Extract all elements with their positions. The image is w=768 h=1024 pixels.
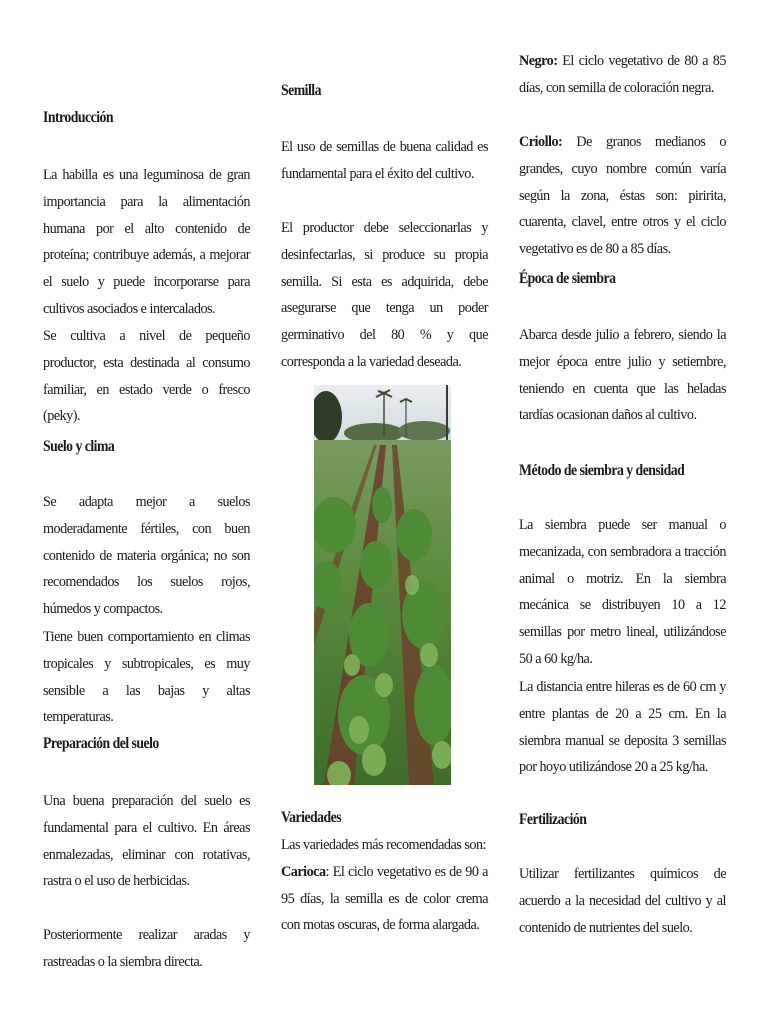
- negro-paragraph: [519, 48, 726, 102]
- criollo-label: Criollo:: [519, 134, 563, 150]
- negro-text: El ciclo vegetativo de 80 a 85 días, con semilla de coloración negra.: [519, 53, 726, 96]
- suelo-paragraph-2: Tiene buen comportamiento en climas tropicales y subtropicales, es muy sensible a las bajas y altas temperaturas.: [43, 629, 250, 726]
- heading-metodo-siembra: Método de siembra y densidad: [519, 462, 685, 479]
- heading-fertilizacion: Fertilización: [519, 811, 587, 828]
- carioca-text: : El ciclo vegetativo es de 90 a 95 días, la semilla es de color crema con motas oscuras, de forma alargada.: [281, 863, 488, 934]
- negro-label: Negro:: [519, 53, 558, 69]
- intro-paragraph-1: La habilla es una leguminosa de gran importancia para la alimentación humana por el alto contenido de proteína; contribuye además, a mejorar el suelo y puede incorporarse para cultivos asociados e intercalados.: [43, 167, 250, 317]
- heading-variedades: Variedades: [281, 809, 342, 826]
- carioca-label: Carioca: [281, 863, 326, 880]
- heading-semilla: Semilla: [281, 82, 321, 99]
- heading-introduccion: Introducción: [43, 109, 114, 126]
- suelo-paragraph-1: Se adapta mejor a suelos moderadamente fértiles, con buen contenido de materia orgánica; no son recomendados los suelos rojos, húmedos y compactos.: [43, 494, 250, 618]
- semilla-paragraph-1: El uso de semillas de buena calidad es fundamental para el éxito del cultivo.: [281, 139, 488, 182]
- variedades-intro: Las variedades más recomendadas son:: [281, 837, 486, 853]
- fert-paragraph: Utilizar fertilizantes químicos de acuerdo a la necesidad del cultivo y al contenido de nutrientes del suelo.: [519, 866, 726, 936]
- heading-suelo-clima: Suelo y clima: [43, 438, 115, 455]
- variedades-paragraph: [281, 832, 488, 939]
- prep-paragraph-2: Posteriormente realizar aradas y rastreadas o la siembra directa.: [43, 927, 250, 970]
- intro-paragraph-2: Se cultiva a nivel de pequeño productor, esta destinada al consumo familiar, en estado verde o fresco (peky).: [43, 328, 250, 425]
- metodo-paragraph-2: La distancia entre hileras es de 60 cm y entre plantas de 20 a 25 cm. En la siembra manual se deposita 3 semillas por hoyo utilizándose 20 a 25 kg/ha.: [519, 679, 726, 776]
- metodo-paragraph-1: La siembra puede ser manual o mecanizada, con sembradora a tracción animal o motriz. En la siembra mecánica se distribuyen 10 a 12 semillas por metro lineal, utilizándose 50 a 60 kg/ha.: [519, 517, 726, 667]
- criollo-paragraph: [519, 129, 726, 263]
- heading-epoca-siembra: Época de siembra: [519, 270, 616, 287]
- heading-preparacion: Preparación del suelo: [43, 735, 159, 752]
- epoca-paragraph: Abarca desde julio a febrero, siendo la mejor época entre julio y setiembre, teniendo en cuenta que las heladas tardías ocasionan daños al cultivo.: [519, 327, 726, 424]
- bean-field-photo: [314, 385, 451, 785]
- semilla-paragraph-2: El productor debe seleccionarlas y desinfectarlas, si produce su propia semilla. Si esta es adquirida, debe asegurarse que tenga un poder germinativo del 80 % y que corresponda a la variedad deseada.: [281, 220, 488, 370]
- criollo-text: De granos medianos o grandes, cuyo nombre común varía según la zona, éstas son: piririta, cuarenta, clavel, entre otros y el ciclo vegetativo es de 80 a 85 días.: [519, 134, 726, 258]
- prep-paragraph-1: Una buena preparación del suelo es fundamental para el cultivo. En áreas enmalezadas, eliminar con rotativas, rastra o el uso de herbicidas.: [43, 793, 250, 890]
